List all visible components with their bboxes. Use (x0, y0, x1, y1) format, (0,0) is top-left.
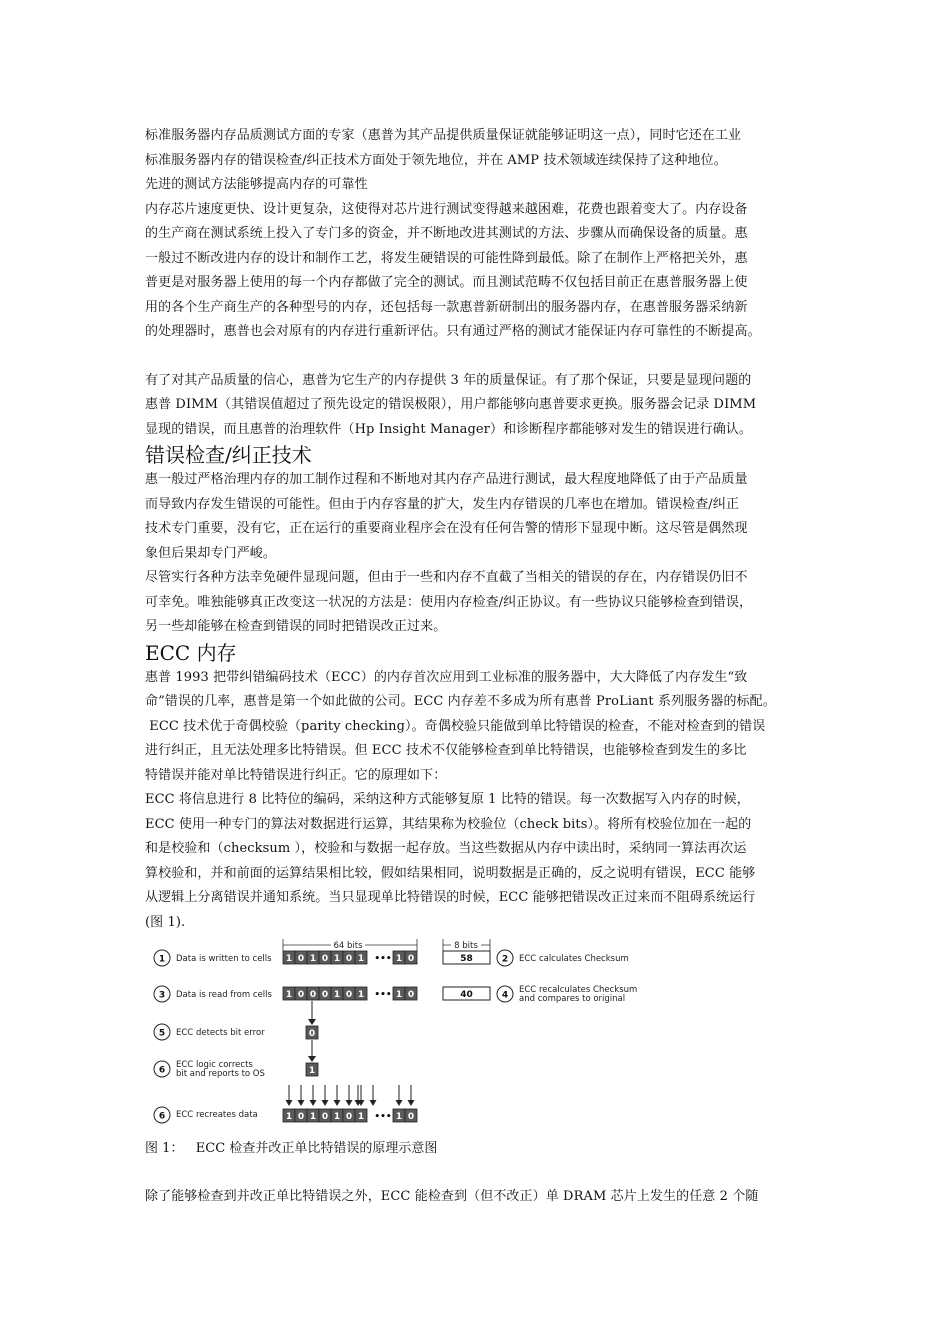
svg-text:6: 6 (158, 1065, 166, 1076)
bit-value: 1 (333, 990, 341, 1000)
step-6-recreates (154, 1107, 258, 1123)
text-line: 先进的测试方法能够提高内存的可靠性 (145, 177, 368, 192)
text-line: 内存芯片速度更快、设计更复杂，这使得对芯片进行测试变得越来越困难，花费也跟着变大了。内存设备 (145, 201, 748, 217)
svg-text:3: 3 (158, 990, 166, 1001)
arrow-head (322, 1100, 329, 1106)
bit-value: 0 (321, 1112, 329, 1122)
text-line: ECC 使用一种专门的算法对数据进行运算，其结果称为校验位（check bits）。将所有校验位加在一起的 (145, 816, 752, 832)
svg-text:6: 6 (158, 1111, 166, 1122)
step-label: and compares to original (519, 994, 626, 1004)
svg-text:1: 1 (158, 954, 166, 965)
bits-row-written (283, 951, 417, 964)
bit-value: 1 (333, 1112, 341, 1122)
bit-value: 0 (407, 954, 415, 964)
text-line: 惠普 DIMM（其错误值超过了预先设定的错误极限），用户都能够向惠普要求更换。服务器会记录 DIMM (145, 397, 757, 412)
bit-value: 1 (309, 954, 317, 964)
checksum-original-box (443, 951, 490, 964)
bit-value: 0 (297, 954, 305, 964)
text-line: 有了对其产品质量的信心，惠普为它生产的内存提供 3 年的质量保证。有了那个保证，只要是显现问题的 (145, 372, 752, 388)
text-line: 显现的错误，而且惠普的治理软件（Hp Insight Manager）和诊断程序都能够对发生的错误进行确认。 (145, 421, 752, 437)
bits-row-recreated (283, 1109, 417, 1122)
bit-ellipsis: ••• (374, 1112, 392, 1122)
checksum-recalc-box (443, 987, 490, 1000)
bit-value: 1 (309, 1112, 317, 1122)
text-line: 从逻辑上分离错误并通知系统。当只显现单比特错误的时候，ECC 能够把错误改正过来而不阻碍系统运行 (145, 890, 756, 905)
step-2 (497, 950, 629, 966)
text-line: 命”错误的几率，惠普是第一个如此做的公司。ECC 内存差不多成为所有惠普 ProLiant 系列服务器的标配。 (145, 694, 776, 709)
text-line: 特错误并能对单比特错误进行纠正。它的原理如下： (145, 767, 447, 783)
arrow-head (346, 1100, 353, 1106)
bit-value: 0 (345, 990, 353, 1000)
step-label: ECC recreates data (176, 1110, 258, 1120)
step-label: bit and reports to OS (176, 1069, 265, 1079)
svg-text:0: 0 (308, 1029, 316, 1039)
arrow-head (310, 1100, 317, 1106)
bit-value: 1 (333, 954, 341, 964)
svg-text:40: 40 (460, 990, 473, 1000)
corrected-bit-cell (306, 1063, 318, 1076)
bit-ellipsis: ••• (374, 990, 392, 1000)
svg-text:2: 2 (501, 954, 509, 965)
paragraph-gap (145, 345, 825, 369)
text-line: (图 1). (145, 914, 186, 930)
text-line: 技术专门重要，没有它，正在运行的重要商业程序会在没有任何告警的情形下显现中断。这尽管是偶然现 (145, 521, 748, 536)
paragraph-error-correction (145, 468, 825, 640)
bit-value: 0 (407, 1112, 415, 1122)
ecc-diagram-figure (145, 935, 665, 1135)
bit-ellipsis: ••• (374, 954, 392, 964)
paragraph-ecc-memory (145, 666, 825, 936)
text-line: 可幸免。唯独能够真正改变这一状况的方法是：使用内存检查/纠正协议。有一些协议只能够检查到错误， (145, 594, 753, 610)
bit-value: 1 (357, 954, 365, 964)
error-bit-cell (306, 1026, 318, 1039)
text-line: 标准服务器内存的错误检查/纠正技术方面处于领先地位，并在 AMP 技术领域连续保持了这种地位。 (145, 152, 727, 168)
step-6-corrects (154, 1060, 265, 1079)
ecc-diagram (145, 935, 665, 1135)
svg-text:5: 5 (158, 1028, 166, 1039)
arrow-head (370, 1100, 377, 1106)
bit-value: 1 (395, 1112, 403, 1122)
bit-value: 1 (395, 990, 403, 1000)
step-5 (154, 1024, 265, 1040)
arrow-head (286, 1100, 293, 1106)
paragraph-gap (145, 1161, 825, 1185)
dimension-64-bits (283, 938, 417, 951)
dimension-8-bits (443, 938, 490, 951)
step-label: Data is written to cells (176, 954, 272, 964)
svg-text:1: 1 (308, 1066, 316, 1076)
text-line: 用的各个生产商生产的各种型号的内存，还包括每一款惠普新研制出的服务器内存，在惠普服务器采纳新 (145, 299, 748, 315)
text-line: 一般过不断改进内存的设计和制作工艺，将发生硬错误的可能性降到最低。除了在制作上严格把关外，惠 (145, 250, 748, 266)
paragraph-intro (145, 124, 825, 345)
step-3 (154, 986, 272, 1002)
text-line: 的生产商在测试系统上投入了专门多的资金，并不断地改进其测试的方法、步骤从而确保设备的质量。惠 (145, 226, 748, 241)
step-label: ECC logic corrects (176, 1060, 253, 1070)
bit-value: 0 (345, 954, 353, 964)
arrow-head (298, 1100, 305, 1106)
text-line: 和是校验和（checksum ），校验和与数据一起存放。当这些数据从内存中读出时，采纳同一算法再次运 (145, 841, 747, 856)
svg-text:58: 58 (460, 954, 473, 964)
label-8-bits: 8 bits (454, 941, 478, 951)
text-line: 标准服务器内存品质测试方面的专家（惠普为其产品提供质量保证就能够证明这一点），同时它还在工业 (145, 128, 742, 143)
paragraph-warranty (145, 369, 825, 443)
svg-text:4: 4 (501, 990, 509, 1001)
bit-value: 1 (285, 1112, 293, 1122)
bit-value: 0 (321, 990, 329, 1000)
label-64-bits: 64 bits (333, 941, 363, 951)
text-line: 的处理器时，惠普也会对原有的内存进行重新评估。只有通过严格的测试才能保证内存可靠性的不断提高。 (145, 324, 761, 339)
text-line: ECC 将信息进行 8 比特位的编码，采纳这种方式能够复原 1 比特的错误。每一次数据写入内存的时候， (145, 792, 750, 807)
bits-row-read (283, 987, 417, 1000)
heading-ecc-memory: ECC 内存 (145, 640, 237, 665)
text-line: 尽管实行各种方法幸免硬件显现问题，但由于一些和内存不直截了当相关的错误的存在，内存错误仍旧不 (145, 570, 748, 585)
text-line: 进行纠正，且无法处理多比特错误。但 ECC 技术不仅能够检查到单比特错误，也能够检查到发生的多比 (145, 743, 747, 758)
bit-value: 1 (357, 1112, 365, 1122)
bit-value: 1 (395, 954, 403, 964)
bit-value: 1 (285, 954, 293, 964)
bit-value: 0 (407, 990, 415, 1000)
text-line: ECC 技术优于奇偶校验（parity checking）。奇偶校验只能做到单比特错误的检查，不能对检查到的错误 (145, 718, 766, 734)
text-line: 惠普 1993 把带纠错编码技术（ECC）的内存首次应用到工业标准的服务器中，大大降低了内存发生“致 (145, 669, 748, 685)
text-line: 除了能够检查到并改正单比特错误之外，ECC 能检查到（但不改正）单 DRAM 芯片上发生的任意 2 个随 (145, 1189, 759, 1204)
text-line: 象但后果却专门严峻。 (145, 545, 277, 561)
bit-value: 0 (321, 954, 329, 964)
arrow-head (334, 1100, 341, 1106)
arrow-head (408, 1100, 415, 1106)
step-label: ECC calculates Checksum (519, 954, 629, 964)
text-line: 另一些却能够在检查到错误的同时把错误改正过来。 (145, 619, 447, 634)
heading-error-correction: 错误检查/纠正技术 (145, 443, 312, 467)
step-1 (154, 950, 272, 966)
text-line: 而导致内存发生错误的可能性。但由于内存容量的扩大，发生内存错误的几率也在增加。错误检查/纠正 (145, 496, 739, 512)
bit-value: 0 (297, 1112, 305, 1122)
paragraph-ecc-detect (145, 1185, 825, 1210)
figure-caption: 图 1： ECC 检查并改正单比特错误的原理示意图 (145, 1141, 438, 1156)
step-label: ECC detects bit error (176, 1028, 265, 1038)
text-line: 算校验和，并和前面的运算结果相比较，假如结果相同，说明数据是正确的，反之说明有错误，ECC 能够 (145, 865, 756, 881)
arrow-head (396, 1100, 403, 1106)
step-label: Data is read from cells (176, 990, 272, 1000)
bit-value: 1 (357, 990, 365, 1000)
bit-value: 0 (345, 1112, 353, 1122)
text-line: 惠一般过严格治理内存的加工制作过程和不断地对其内存产品进行测试，最大程度地降低了由于产品质量 (145, 472, 748, 487)
text-line: 普更是对服务器上使用的每一个内存都做了完全的测试。而且测试范畴不仅包括目前正在惠普服务器上使 (145, 275, 748, 290)
bit-value: 0 (309, 990, 317, 1000)
step-4 (497, 985, 637, 1004)
document-page (145, 124, 825, 1210)
bit-value: 1 (285, 990, 293, 1000)
step-label: ECC recalculates Checksum (519, 985, 638, 995)
recreate-arrows (286, 1085, 415, 1106)
bit-value: 0 (297, 990, 305, 1000)
